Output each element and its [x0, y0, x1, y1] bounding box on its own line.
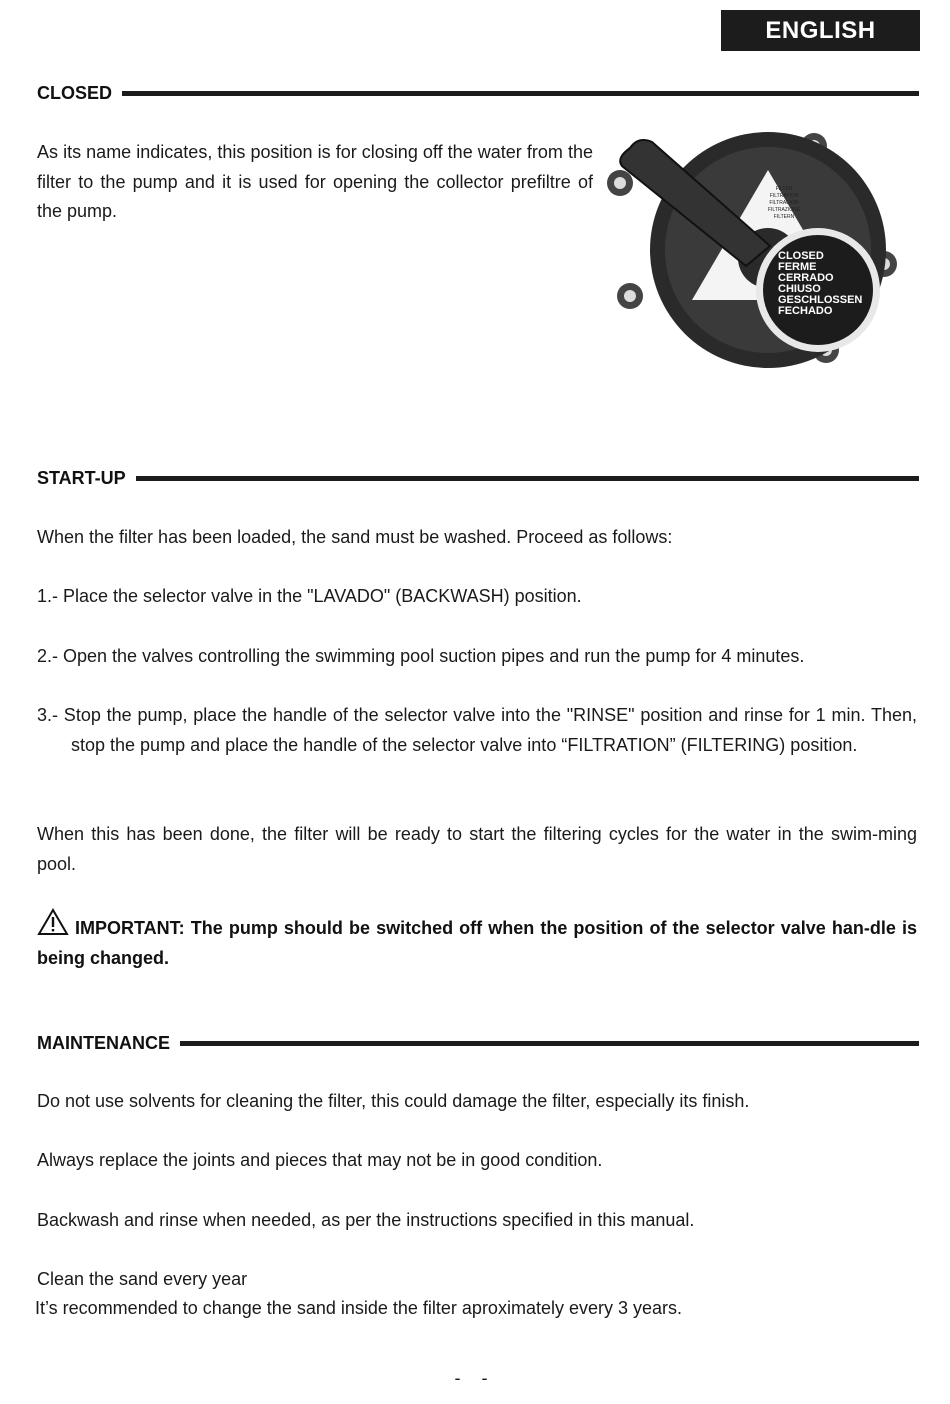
maintenance-item-4: Clean the sand every year: [37, 1269, 248, 1289]
valve-label-closed: CLOSED: [778, 250, 824, 262]
startup-outro: When this has been done, the filter will be ready to start the filtering cycles for the water in the swim-ming pool.: [37, 824, 917, 874]
valve-label-ferme: FERME: [778, 261, 817, 273]
page-number: - -: [454, 1368, 496, 1388]
startup-step-3: 3.- Stop the pump, place the handle of the selector valve into the "RINSE" position and rinse for 1 min. Then, stop the pump and place the handle of the selector valve into “FILTRATION” (FILTERING) position.: [37, 705, 917, 755]
important-text: IMPORTANT: The pump should be switched off when the position of the selector valve han-dle is being changed.: [37, 918, 917, 968]
maintenance-item-3: Backwash and rinse when needed, as per the instructions specified in this manual.: [37, 1210, 695, 1230]
section-header-maintenance: [37, 1031, 919, 1055]
valve-label-fechado: FECHADO: [778, 305, 833, 317]
maintenance-item-2: Always replace the joints and pieces that may not be in good condition.: [37, 1150, 603, 1170]
startup-intro: When the filter has been loaded, the sand must be washed. Proceed as follows:: [37, 527, 673, 547]
sector-label-filtracion: FILTRACIÓN: [769, 200, 799, 206]
sector-label-filtration: FILTRATION: [769, 193, 799, 199]
sector-label-filtrazione: FILTRAZIONE: [767, 207, 801, 213]
valve-label-geschlossen: GESCHLOSSEN: [778, 294, 863, 306]
language-badge: ENGLISH: [721, 10, 920, 51]
heading-rule: [180, 1041, 919, 1046]
section-header-startup: [37, 466, 919, 490]
section-header-closed: [37, 81, 919, 105]
valve-label-cerrado: CERRADO: [778, 272, 834, 284]
sector-label-filtern: FILTERN: [773, 214, 795, 220]
section-heading: START-UP: [37, 467, 126, 488]
closed-description: As its name indicates, this position is for closing off the water from the filter to the pump and it is used for opening the collector prefiltre of the pump.: [37, 142, 593, 221]
valve-label-chiuso: CHIUSO: [778, 283, 821, 295]
warning-triangle-icon: [37, 908, 69, 936]
heading-rule: [136, 476, 919, 481]
sector-label-filter: FILTER: [775, 186, 793, 192]
section-heading: MAINTENANCE: [37, 1032, 170, 1053]
startup-step-2: 2.- Open the valves controlling the swimming pool suction pipes and run the pump for 4 minutes.: [37, 646, 805, 666]
maintenance-item-5: It’s recommended to change the sand inside the filter aproximately every 3 years.: [35, 1298, 683, 1318]
important-note: [37, 908, 917, 973]
maintenance-item-1: Do not use solvents for cleaning the filter, this could damage the filter, especially its finish.: [37, 1091, 750, 1111]
heading-rule: [122, 91, 919, 96]
startup-step-1: 1.- Place the selector valve in the "LAVADO" (BACKWASH) position.: [37, 586, 582, 606]
valve-illustration: [600, 128, 900, 378]
section-heading: CLOSED: [37, 82, 113, 103]
